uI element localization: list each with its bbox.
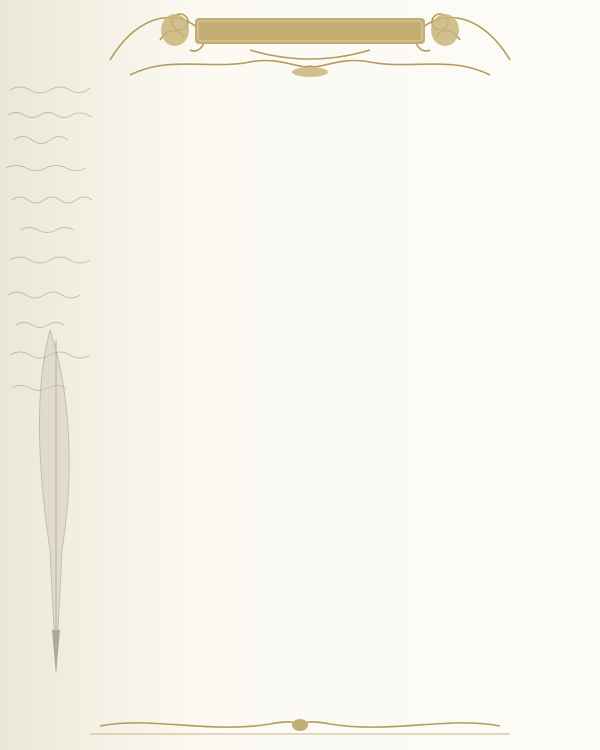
header-ornament <box>100 0 520 82</box>
header-banner <box>195 18 425 44</box>
quill-pen-image <box>20 330 90 680</box>
footer-ornament <box>90 712 510 738</box>
footer-flourish-icon <box>90 712 510 738</box>
